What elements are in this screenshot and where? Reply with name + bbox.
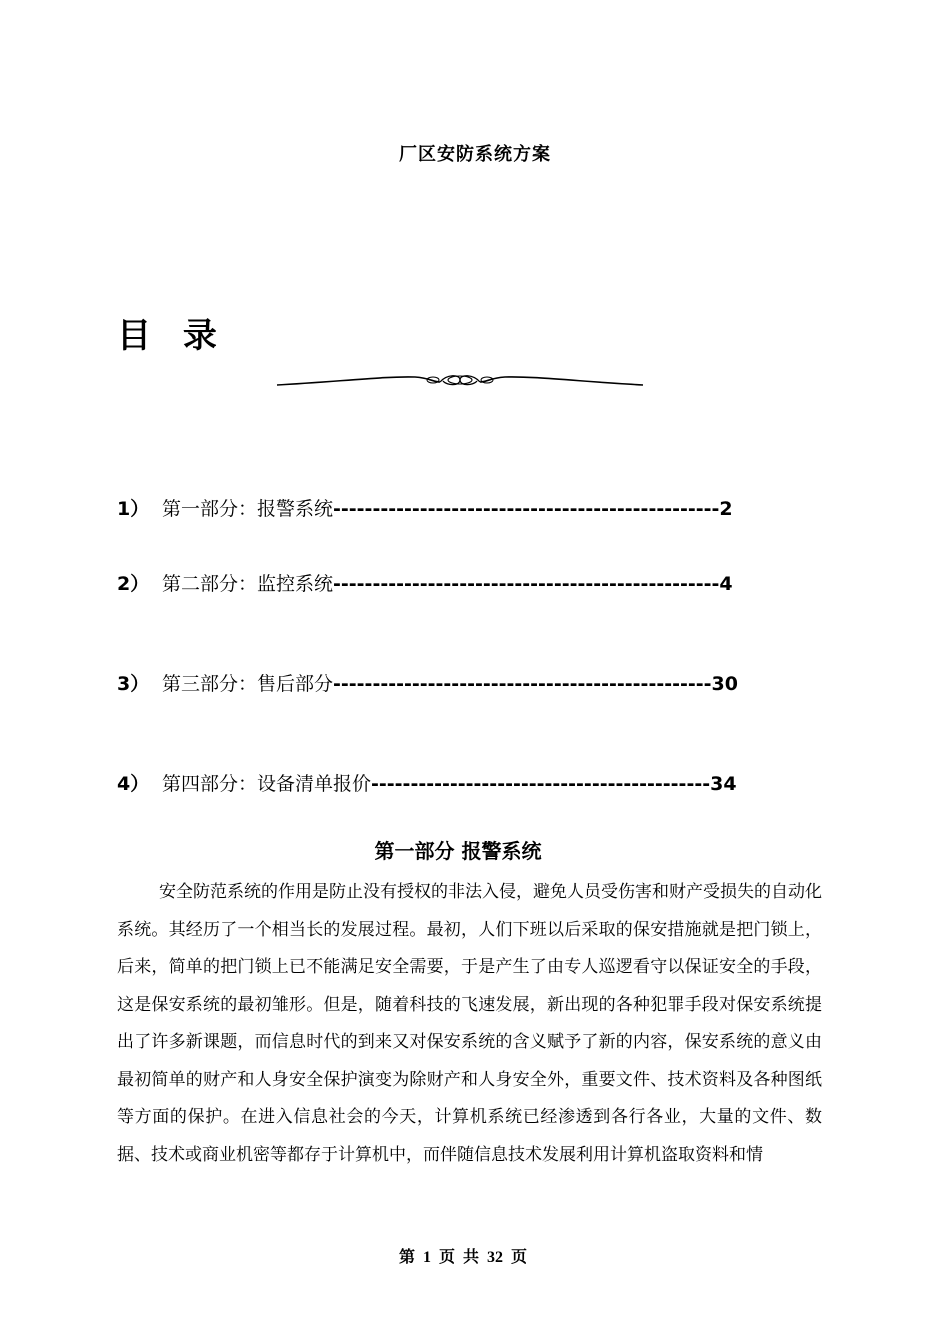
toc-item[interactable] xyxy=(117,569,733,596)
toc-item-number: 3） xyxy=(117,673,150,695)
toc-item-page: 4 xyxy=(719,573,733,595)
toc-item-label: 第四部分：设备清单报价 xyxy=(162,773,372,795)
toc-item-number: 2） xyxy=(117,573,150,595)
page-footer: 第 1 页 共 32 页 xyxy=(398,1249,527,1266)
toc-item-leader: ------------------------------------------------- xyxy=(333,573,720,595)
toc-item[interactable] xyxy=(117,669,738,696)
toc-item[interactable] xyxy=(117,769,737,796)
toc-item-leader: ------------------------------------------------- xyxy=(333,498,720,520)
toc-item-leader: ------------------------------------------------ xyxy=(333,673,712,695)
toc-item-page: 34 xyxy=(710,773,737,795)
toc-item-label: 第一部分：报警系统 xyxy=(162,498,334,520)
toc-item-page: 2 xyxy=(719,498,733,520)
section-paragraph: 安全防范系统的作用是防止没有授权的非法入侵，避免人员受伤害和财产受损失的自动化系统。其经历了一个相当长的发展过程。最初，人们下班以后采取的保安措施就是把门锁上，后来，简单的把门锁上已不能满足安全需要，于是产生了由专人巡逻看守以保证安全的手段，这是保安系统的最初雏形。但是，随着科技的飞速发展，新出现的各种犯罪手段对保安系统提出了许多新课题，而信息时代的到来又对保安系统的含义赋予了新的内容，保安系统的意义由最初简单的财产和人身安全保护演变为除财产和人身安全外，重要文件、技术资料及各种图纸等方面的保护。在进入信息社会的今天，计算机系统已经渗透到各行各业，大量的文件、数据、技术或商业机密等都存于计算机中，而伴随信息技术发展利用计算机盗取资料和情 xyxy=(117,882,822,1165)
toc-item-number: 4） xyxy=(117,773,150,795)
toc-item[interactable] xyxy=(117,494,733,521)
toc-item-label: 第二部分：监控系统 xyxy=(162,573,334,595)
toc-item-leader: ------------------------------------------- xyxy=(371,773,711,795)
document-title: 厂区安防系统方案 xyxy=(399,144,551,165)
decorative-flourish-icon xyxy=(275,366,645,396)
toc-item-number: 1） xyxy=(117,498,150,520)
toc-item-page: 30 xyxy=(711,673,738,695)
toc-item-label: 第三部分：售后部分 xyxy=(162,673,334,695)
toc-heading: 目 录 xyxy=(117,316,227,356)
section-title: 第一部分 报警系统 xyxy=(374,839,542,863)
